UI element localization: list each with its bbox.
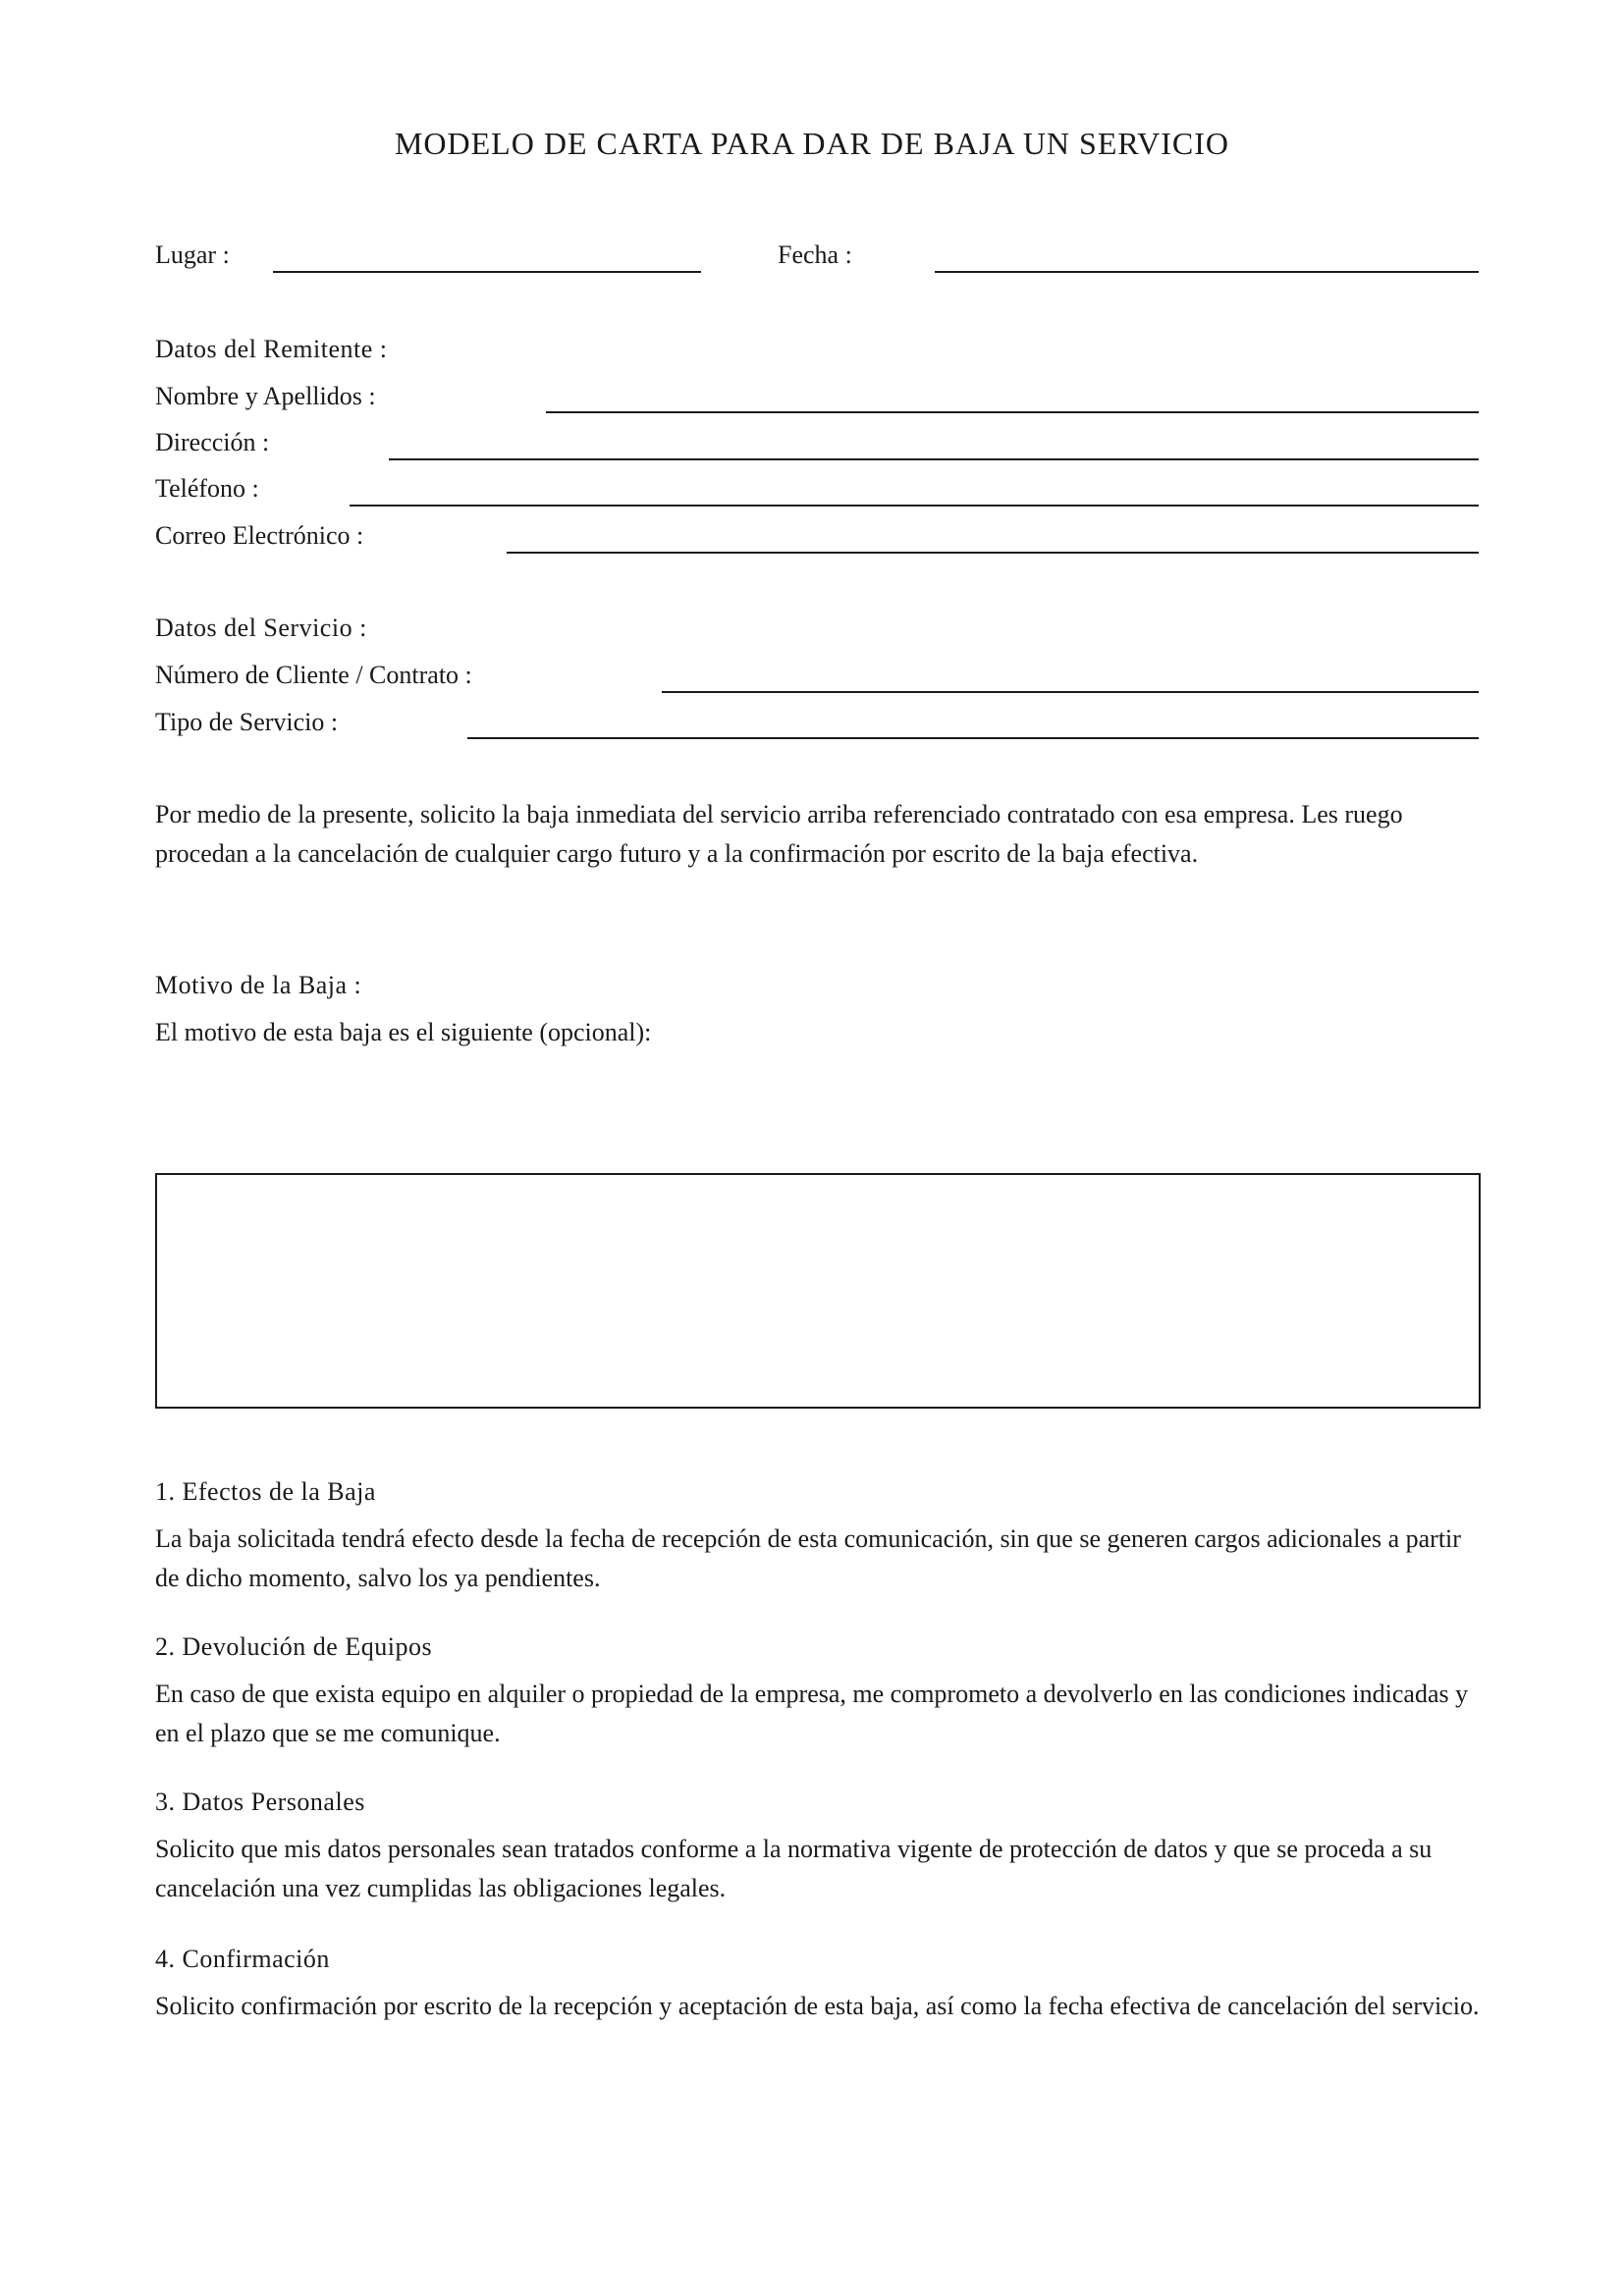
section-4-heading: 4. Confirmación: [155, 1945, 330, 1973]
section-2-heading: 2. Devolución de Equipos: [155, 1632, 433, 1661]
name-field-line[interactable]: [546, 411, 1479, 413]
address-label: Dirección :: [155, 428, 270, 456]
section-2-text: En caso de que exista equipo en alquiler o propiedad de la empresa, me comprometo a devolverlo en las condiciones indicadas y en el plazo que se me comunique.: [155, 1680, 1469, 1747]
section-3-heading: 3. Datos Personales: [155, 1788, 365, 1816]
section-1-text: La baja solicitada tendrá efecto desde la fecha de recepción de esta comunicación, sin que se generen cargos adicionales a partir de dicho momento, salvo los ya pendientes.: [155, 1524, 1461, 1592]
email-field-line[interactable]: [507, 552, 1479, 554]
service-type-field-line[interactable]: [467, 737, 1479, 739]
reason-value[interactable]: [157, 1175, 1479, 1195]
section-1-heading: 1. Efectos de la Baja: [155, 1477, 376, 1506]
sender-heading: Datos del Remitente :: [155, 335, 388, 363]
address-field-line[interactable]: [389, 458, 1479, 460]
client-number-label: Número de Cliente / Contrato :: [155, 661, 472, 689]
service-type-label: Tipo de Servicio :: [155, 708, 339, 736]
phone-label: Teléfono :: [155, 474, 259, 503]
reason-prompt: El motivo de esta baja es el siguiente (opcional):: [155, 1018, 652, 1046]
email-label: Correo Electrónico :: [155, 521, 364, 550]
name-label: Nombre y Apellidos :: [155, 382, 376, 410]
document-title: MODELO DE CARTA PARA DAR DE BAJA UN SERVICIO: [394, 126, 1230, 161]
date-field-line[interactable]: [935, 271, 1479, 273]
date-label: Fecha :: [778, 240, 852, 269]
section-4-text: Solicito confirmación por escrito de la recepción y aceptación de esta baja, así como la fecha efectiva de cancelación del servicio.: [155, 1992, 1480, 2020]
place-field-line[interactable]: [273, 271, 701, 273]
request-paragraph: Por medio de la presente, solicito la baja inmediata del servicio arriba referenciado contratado con esa empresa. Les ruego procedan a la cancelación de cualquier cargo futuro y a la confirmación por escrito de la baja efectiva.: [155, 800, 1403, 868]
reason-heading: Motivo de la Baja :: [155, 971, 362, 999]
phone-field-line[interactable]: [350, 505, 1479, 507]
place-label: Lugar :: [155, 240, 230, 269]
reason-textarea[interactable]: [155, 1173, 1481, 1409]
service-heading: Datos del Servicio :: [155, 614, 367, 642]
client-number-field-line[interactable]: [662, 691, 1479, 693]
section-3-text: Solicito que mis datos personales sean tratados conforme a la normativa vigente de protección de datos y que se proceda a su cancelación una vez cumplidas las obligaciones legales.: [155, 1835, 1433, 1902]
